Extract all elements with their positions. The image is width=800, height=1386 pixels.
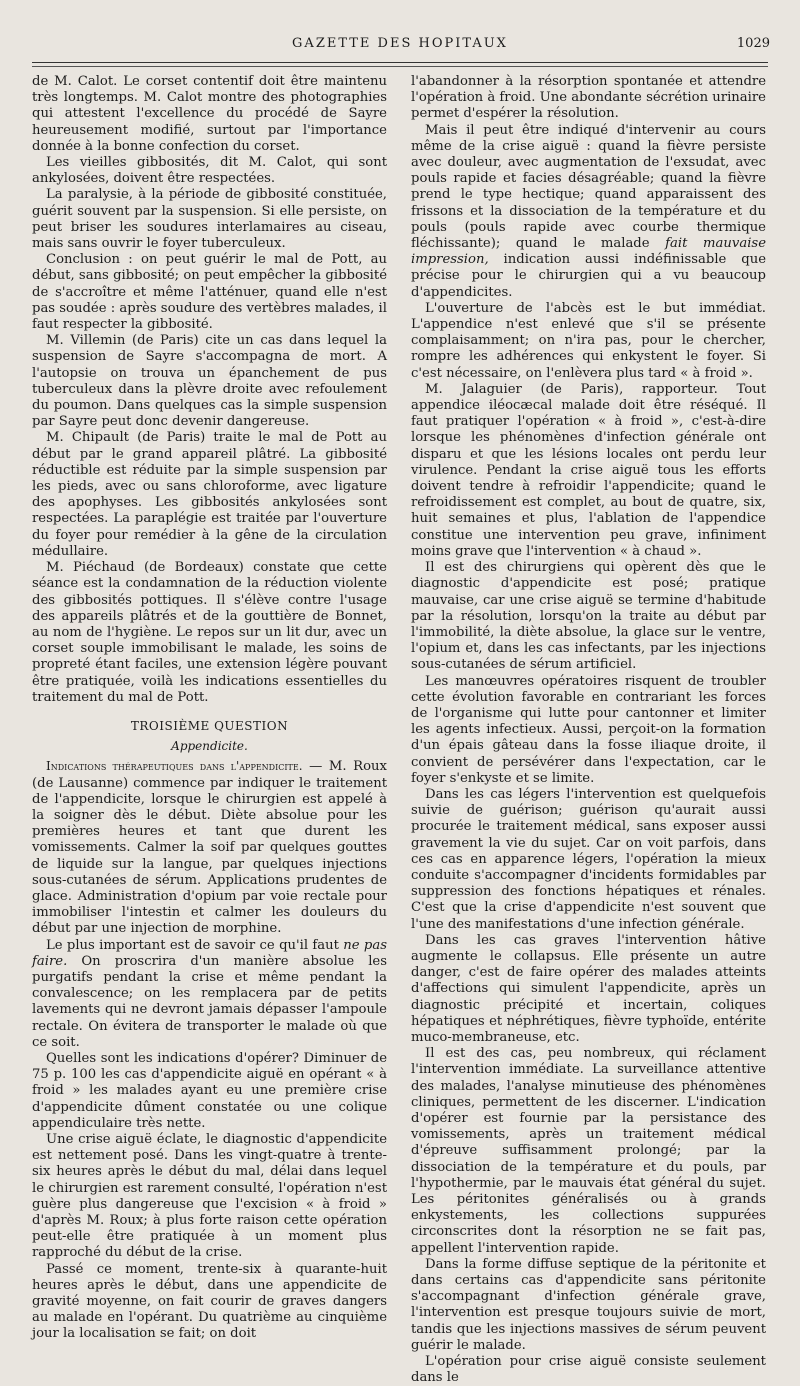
page-header [30, 36, 770, 56]
running-title: GAZETTE DES HOPITAUX [292, 36, 508, 51]
paragraph [32, 938, 387, 1051]
emphasis: fait mauvaise impression, [411, 236, 767, 268]
paragraph [411, 123, 766, 301]
paragraph-text: indication aussi indéfinissable que précise pour le chirurgien qui a vu beaucoup d'appendicites. [411, 252, 766, 300]
header-rule [32, 62, 768, 63]
paragraph: Dans les cas graves l'intervention hâtive augmente le collapsus. Elle présente un autre danger, c'est de faire opérer des malades atteints d'affections qui simulent l'appendicite, après un diagnostic précipité et incertain, coliques hépatiques et néphrétiques, fièvre typhoïde, entérite muco-membraneuse, etc. [411, 932, 766, 1045]
section-title: TROISIÈME QUESTION [130, 718, 289, 733]
paragraph: M. Piéchaud (de Bordeaux) constate que cette séance est la condamnation de la réduction violente des gibbosités pottiques. Il s'élève contre l'usage des appareils plâtrés et de la gouttière de Bonnet, au nom de l'hygiène. Le repos sur un lit dur, avec un corset souple immobilisant le malade, les soins de propreté étant faciles, une extension légère pouvant être pratiquée, voilà les indications essentielles du traitement du mal de Pott. [32, 560, 387, 705]
page-number: 1029 [736, 36, 770, 51]
paragraph: de M. Calot. Le corset contentif doit être maintenu très longtemps. M. Calot montre des photographies qui attestent l'excellence du procédé de Sayre heureusement modifié, surtout par l'importance donnée à la bonne confection du corset. [32, 74, 387, 154]
paragraph [32, 758, 387, 937]
paragraph: L'ouverture de l'abcès est le but immédiat. L'appendice n'est enlevé que s'il se présente complaisamment; on n'ira pas, pour le chercher, rompre les adhérences qui enkystent le foyer. Si c'est nécessaire, on l'enlèvera plus tard « à froid ». [411, 300, 766, 381]
paragraph-lead: Indications thérapeutiques dans l'appendicite. [46, 759, 303, 774]
right-column [411, 74, 766, 1386]
paragraph: M. Villemin (de Paris) cite un cas dans lequel la suspension de Sayre s'accompagna de mort. A l'autopsie on trouva un épanchement de pus tuberculeux dans la plèvre droite avec refoulement du poumon. Dans quelques cas la simple suspension par Sayre peut donc devenir dangereuse. [32, 333, 387, 430]
paragraph: La paralysie, à la période de gibbosité constituée, guérit souvent par la suspension. Si elle persiste, on peut briser les soudures interlamaires au ciseau, mais sans ouvrir le foyer tuberculeux. [32, 187, 387, 252]
paragraph: Passé ce moment, trente-six à quarante-huit heures après le début, dans une appendicite de gravité moyenne, on fait courir de graves dangers au malade en l'opérant. Du quatrième au cinquième jour la localisation se fait; on doit [32, 1261, 387, 1342]
header-rule-thin [32, 66, 768, 67]
paragraph: Quelles sont les indications d'opérer? Diminuer de 75 p. 100 les cas d'appendicite aiguë en opérant « à froid » les malades ayant eu une première crise d'appendicite dûment constatée ou une colique appendiculaire très nette. [32, 1050, 387, 1131]
paragraph-text: On proscrira d'un manière absolue les purgatifs pendant la crise et même pendant la convalescence; on les remplacera par de petits lavements qui ne devront jamais dépasser l'ampoule rectale. On évitera de transporter le malade où que ce soit. [32, 953, 387, 1050]
paragraph: Dans les cas légers l'intervention est quelquefois suivie de guérison; guérison qu'aurait aussi procurée le traitement médical, sans exposer aussi gravement la vie du sujet. Car on voit parfois, dans ces cas en apparence légers, l'opération la mieux conduite s'accompagner d'incidents formidables par suppression des fonctions hépatiques et rénales. C'est que la crise d'appendicite n'est souvent que l'une des manifestations d'une infection générale. [411, 786, 766, 932]
paragraph: Dans la forme diffuse septique de la péritonite et dans certains cas d'appendicite sans péritonite s'accompagnant d'infection générale grave, l'intervention est presque toujours suivie de mort, tandis que les injections massives de sérum peuvent guérir le malade. [411, 1256, 766, 1353]
paragraph: Une crise aiguë éclate, le diagnostic d'appendicite est nettement posé. Dans les vingt-quatre à trente-six heures après le début du mal, délai dans lequel le chirurgien est rarement consulté, l'opération n'est guère plus dangereuse que l'excision « à froid » d'après M. Roux; à plus forte raison cette opération peut-elle être pratiquée à un moment plus rapproché du début de la crise. [32, 1132, 387, 1261]
paragraph: l'abandonner à la résorption spontanée et attendre l'opération à froid. Une abondante sécrétion urinaire permet d'espérer la résolution. [411, 74, 766, 122]
paragraph: M. Jalaguier (de Paris), rapporteur. Tout appendice iléocæcal malade doit être réséqué. Il faut pratiquer l'opération « à froid », c'est-à-dire lorsque les phénomènes d'infection générale ont disparu et que les lésions locales ont perdu leur virulence. Pendant la crise aiguë tous les efforts doivent tendre à refroidir l'appendicite; quand le refroidissement est complet, au bout de quatre, six, huit semaines et plus, l'ablation de l'appendice constitue une intervention peu grave, infiniment moins grave que l'intervention « à chaud ». [411, 381, 766, 559]
left-column [32, 74, 387, 1343]
paragraph-text: Mais il peut être indiqué d'intervenir au cours même de la crise aiguë : quand la fièvre persiste avec douleur, avec augmentation de l'exsudat, avec pouls rapide et facies désagréable; quand la fièvre prend le type hectique; quand apparaissent des frissons et la dissociation de la température et du pouls (pouls rapide avec courbe thermique fléchissante); quand le malade [411, 122, 766, 252]
paragraph: Il est des chirurgiens qui opèrent dès que le diagnostic d'appendicite est posé; pratique mauvaise, car une crise aiguë se termine d'habitude par la résolution, lorsqu'on la traite au début par l'immobilité, la diète absolue, la glace sur le ventre, l'opium et, dans les cas infectants, par les injections sous-cutanées de sérum artificiel. [411, 560, 766, 673]
paragraph-text: Le plus important est de savoir ce qu'il faut [46, 937, 344, 953]
paragraph-body: — M. Roux (de Lausanne) commence par indiquer le traitement de l'appendicite, lorsque le chirurgien est appelé à la soigner dès le début. Diète absolue pour les premières heures et tant que durent les vomissements. Calmer la soif par quelques gouttes de liquide sur la langue, par quelques injections sous-cutanées de sérum. Applications prudentes de glace. Administration d'opium par voie rectale pour immobiliser l'intestin et calmer les douleurs du début par une injection de morphine. [32, 759, 387, 937]
paragraph: Il est des cas, peu nombreux, qui réclament l'intervention immédiate. La surveillance attentive des malades, l'analyse minutieuse des phénomènes cliniques, permettent de les discerner. L'indication d'opérer est fournie par la persistance des vomissements, après un traitement médical d'épreuve suffisamment prolongé; par la dissociation de la température et du pouls, par l'hypothermie, par le mauvais état général du sujet. Les péritonites généralisés ou à grands enkystements, les collections suppurées circonscrites dont la résorption ne se fait pas, appellent l'intervention rapide. [411, 1046, 766, 1256]
section-subtitle: Appendicite. [171, 739, 248, 754]
paragraph: M. Chipault (de Paris) traite le mal de Pott au début par le grand appareil plâtré. La gibbosité réductible est réduite par la simple suspension par les pieds, avec ou sans chloroforme, avec ligature des apophyses. Les gibbosités ankylosées sont respectées. La paraplégie est traitée par l'ouverture du foyer pour remédier à la gêne de la circulation médullaire. [32, 430, 387, 559]
paragraph: Les manœuvres opératoires risquent de troubler cette évolution favorable en contrariant les forces de l'organisme qui lutte pour cantonner et limiter les agents infectieux. Aussi, perçoit-on la formation d'un épais gâteau dans la fosse iliaque droite, il convient de persévérer dans l'expectation, car le foyer s'enkyste et se limite. [411, 673, 766, 786]
emphasis: ne pas faire. [32, 937, 388, 969]
paragraph: Conclusion : on peut guérir le mal de Pott, au début, sans gibbosité; on peut empêcher la gibbosité de s'accroître et même l'atténuer, quand elle n'est pas soudée : après soudure des vertèbres malades, il faut respecter la gibbosité. [32, 252, 387, 333]
paragraph: Les vieilles gibbosités, dit M. Calot, qui sont ankylosées, doivent être respectées. [32, 155, 387, 187]
paragraph: L'opération pour crise aiguë consiste seulement dans le [411, 1354, 766, 1386]
